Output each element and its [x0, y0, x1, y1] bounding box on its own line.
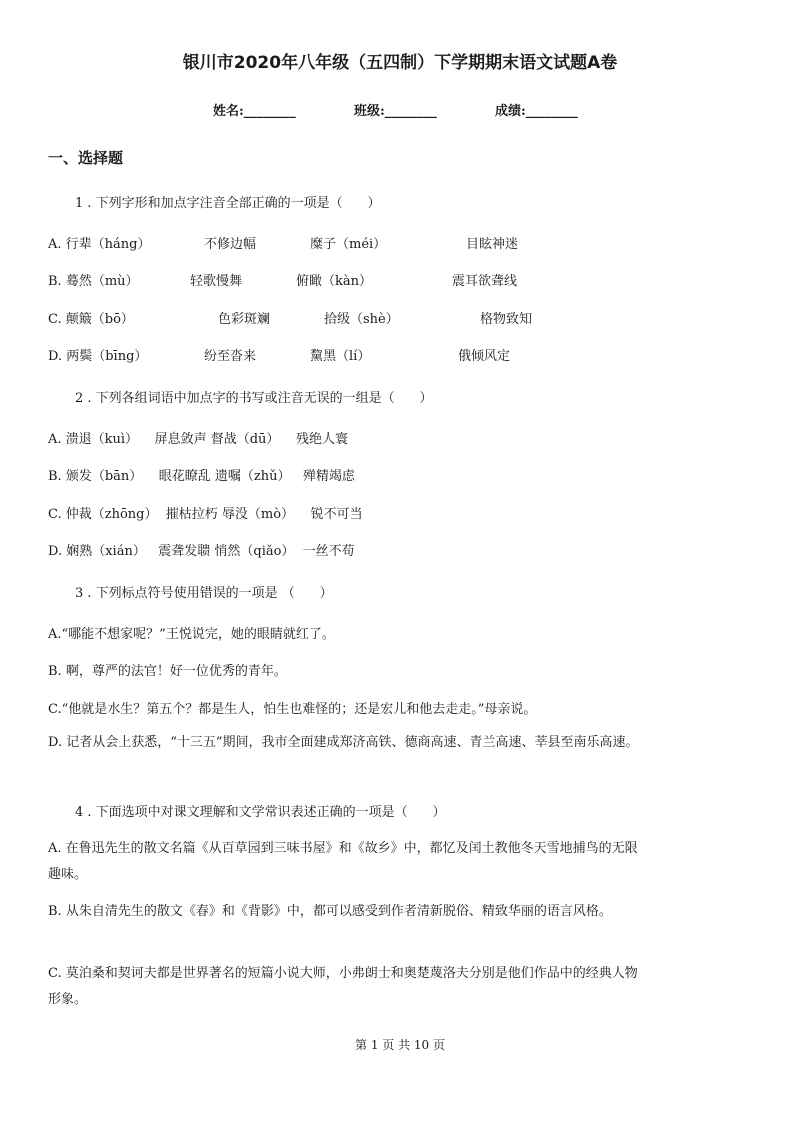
class-field: 班级:________: [354, 104, 437, 119]
page-footer: 第 1 页 共 10 页: [355, 1038, 445, 1052]
option-d-col3: 黧黑（lí）: [310, 349, 371, 364]
name-field: 姓名:________: [213, 104, 296, 119]
option-a-col1: A. 行辈（háng）: [48, 237, 151, 252]
option-d-col4: 俄倾风定: [458, 349, 511, 364]
question-3-option-b: B. 啊，尊严的法官！好一位优秀的青年。: [48, 664, 287, 679]
option-a-col2: 不修边幅: [204, 237, 257, 252]
question-4-option-b: B. 从朱自清先生的散文《春》和《背影》中，都可以感受到作者清新脱俗、精致华丽的语言风格。: [48, 904, 612, 919]
question-1-stem: 1 . 下列字形和加点字注音全部正确的一项是（ ）: [75, 196, 381, 211]
question-3-option-a: A.“哪能不想家呢？”王悦说完，她的眼睛就红了。: [48, 627, 335, 642]
page-title: 银川市2020年八年级（五四制）下学期期末语文试题A卷: [182, 53, 618, 73]
question-2-option-d: D. 娴熟（xián） 震聋发聩 悄然（qiǎo） 一丝不苟: [48, 544, 355, 559]
option-b-col4: 震耳欲聋线: [452, 274, 518, 289]
option-b-col1: B. 蓦然（mù）: [48, 274, 139, 289]
option-d-col1: D. 两鬓（bīng）: [48, 349, 148, 364]
option-d-col2: 纷至沓来: [204, 349, 257, 364]
question-4-stem: 4 . 下面选项中对课文理解和文学常识表述正确的一项是（ ）: [75, 805, 446, 820]
option-a-col4: 目眩神迷: [466, 237, 519, 252]
question-3-option-c: C.“他就是水生？第五个？都是生人，怕生也难怪的；还是宏儿和他去走走。”母亲说。: [48, 702, 537, 717]
section-title: 一、选择题: [48, 149, 124, 167]
option-c-col4: 格物致知: [480, 312, 533, 327]
option-c-col2: 色彩斑斓: [218, 312, 271, 327]
option-c-col1: C. 颠簸（bō）: [48, 312, 134, 327]
question-2-option-a: A. 溃退（kuì） 屏息敛声 督战（dū） 残绝人寰: [48, 432, 348, 447]
question-3-stem: 3 . 下列标点符号使用错误的一项是 （ ）: [75, 586, 333, 601]
question-4-option-c: C. 莫泊桑和契诃夫都是世界著名的短篇小说大师，小弗朗士和奥楚蔑洛夫分别是他们作品中的经典人物形象。: [48, 966, 638, 1007]
question-2-option-b: B. 颁发（bān） 眼花瞭乱 遗嘱（zhǔ） 殚精竭虑: [48, 469, 355, 484]
option-c-col3: 拾级（shè）: [324, 312, 399, 327]
option-b-col3: 俯瞰（kàn）: [296, 274, 373, 289]
question-3-option-d: D. 记者从会上获悉，“十三五”期间，我市全面建成郑济高铁、德商高速、青兰高速、莘县至南乐高速。: [48, 735, 639, 750]
question-2-stem: 2 . 下列各组词语中加点字的书写或注音无误的一组是（ ）: [75, 391, 433, 406]
option-b-col2: 轻歌慢舞: [190, 274, 243, 289]
score-field: 成绩:________: [495, 104, 578, 119]
question-4-option-a: A. 在鲁迅先生的散文名篇《从百草园到三味书屋》和《故乡》中，都忆及闰土教他冬天雪地捕鸟的无限趣味。: [48, 841, 638, 882]
question-2-option-c: C. 仲裁（zhōng） 摧枯拉朽 辱没（mò） 锐不可当: [48, 507, 363, 522]
option-a-col3: 糜子（méi）: [310, 237, 387, 252]
